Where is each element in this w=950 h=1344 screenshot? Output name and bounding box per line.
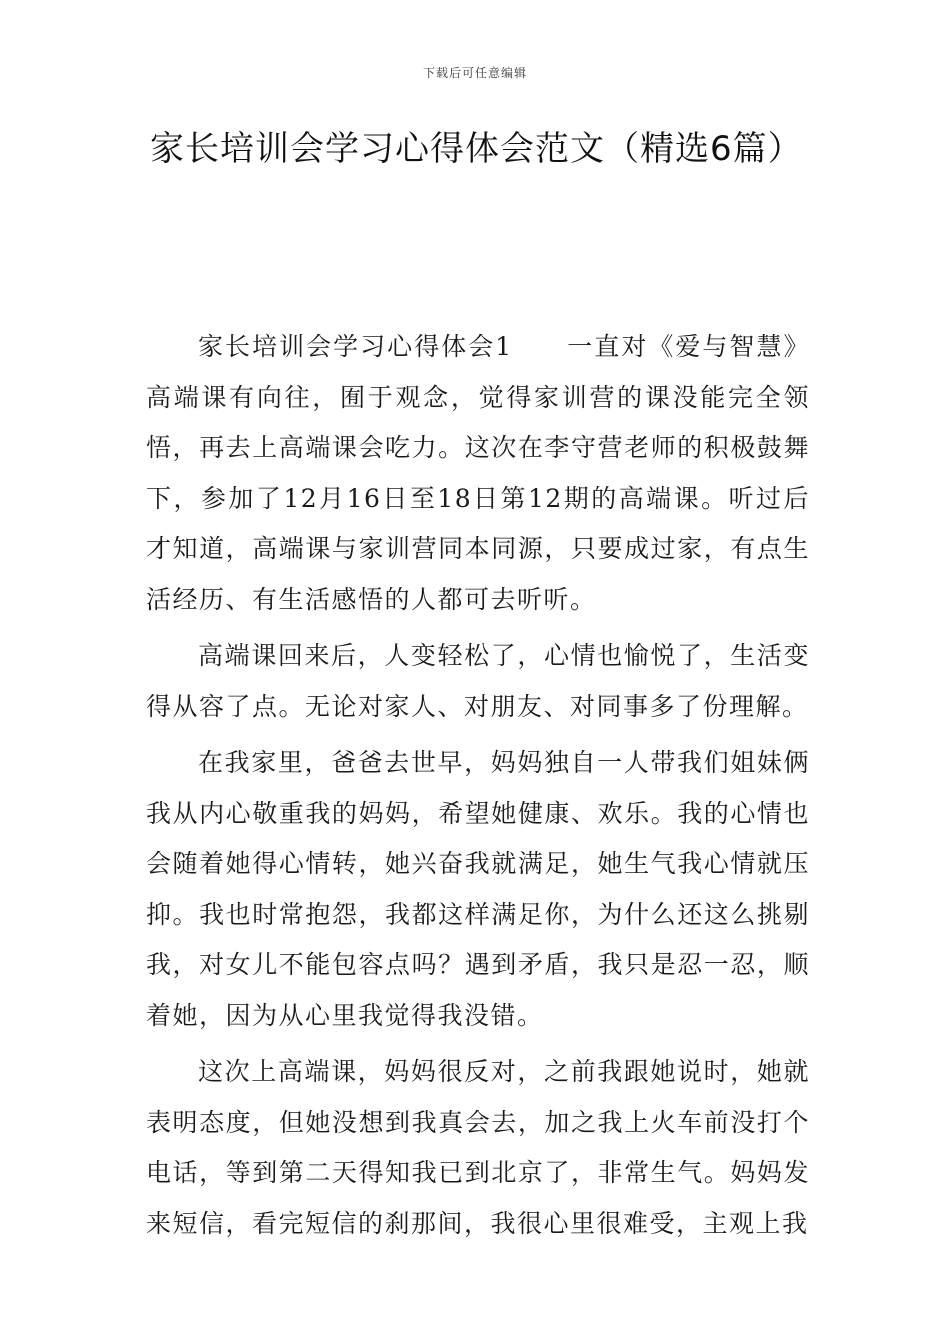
body-paragraph: 高端课回来后，人变轻松了，心情也愉悦了，生活变得从容了点。无论对家人、对朋友、对同事多了份理解。: [146, 641, 810, 721]
body-paragraph: 家长培训会学习心得体会1 一直对《爱与智慧》高端课有向往，囿于观念，觉得家训营的课没能完全领悟，再去上高端课会吃力。这次在李守营老师的积极鼓舞下，参加了12月16日至18日第12期的高端课。听过后才知道，高端课与家训营同本同源，只要成过家，有点生活经历、有生活感悟的人都可去听听。: [146, 332, 810, 614]
body-paragraph: 在我家里，爸爸去世早，妈妈独自一人带我们姐妹俩我从内心敬重我的妈妈，希望她健康、欢乐。我的心情也会随着她得心情转，她兴奋我就满足，她生气我心情就压抑。我也时常抱怨，我都这样满足你，为什么还这么挑剔我，对女儿不能包容点吗？遇到矛盾，我只是忍一忍，顺着她，因为从心里我觉得我没错。: [146, 748, 810, 1030]
body-paragraph: 这次上高端课，妈妈很反对，之前我跟她说时，她就表明态度，但她没想到我真会去，加之我上火车前没打个电话，等到第二天得知我已到北京了，非常生气。妈妈发来短信，看完短信的刹那间，我很心里很难受，主观上我: [146, 1057, 810, 1238]
header-note: 下载后可任意编辑: [422, 66, 527, 80]
document-title: 家长培训会学习心得体会范文（精选6篇）: [150, 129, 803, 169]
document-body: [146, 322, 810, 1249]
